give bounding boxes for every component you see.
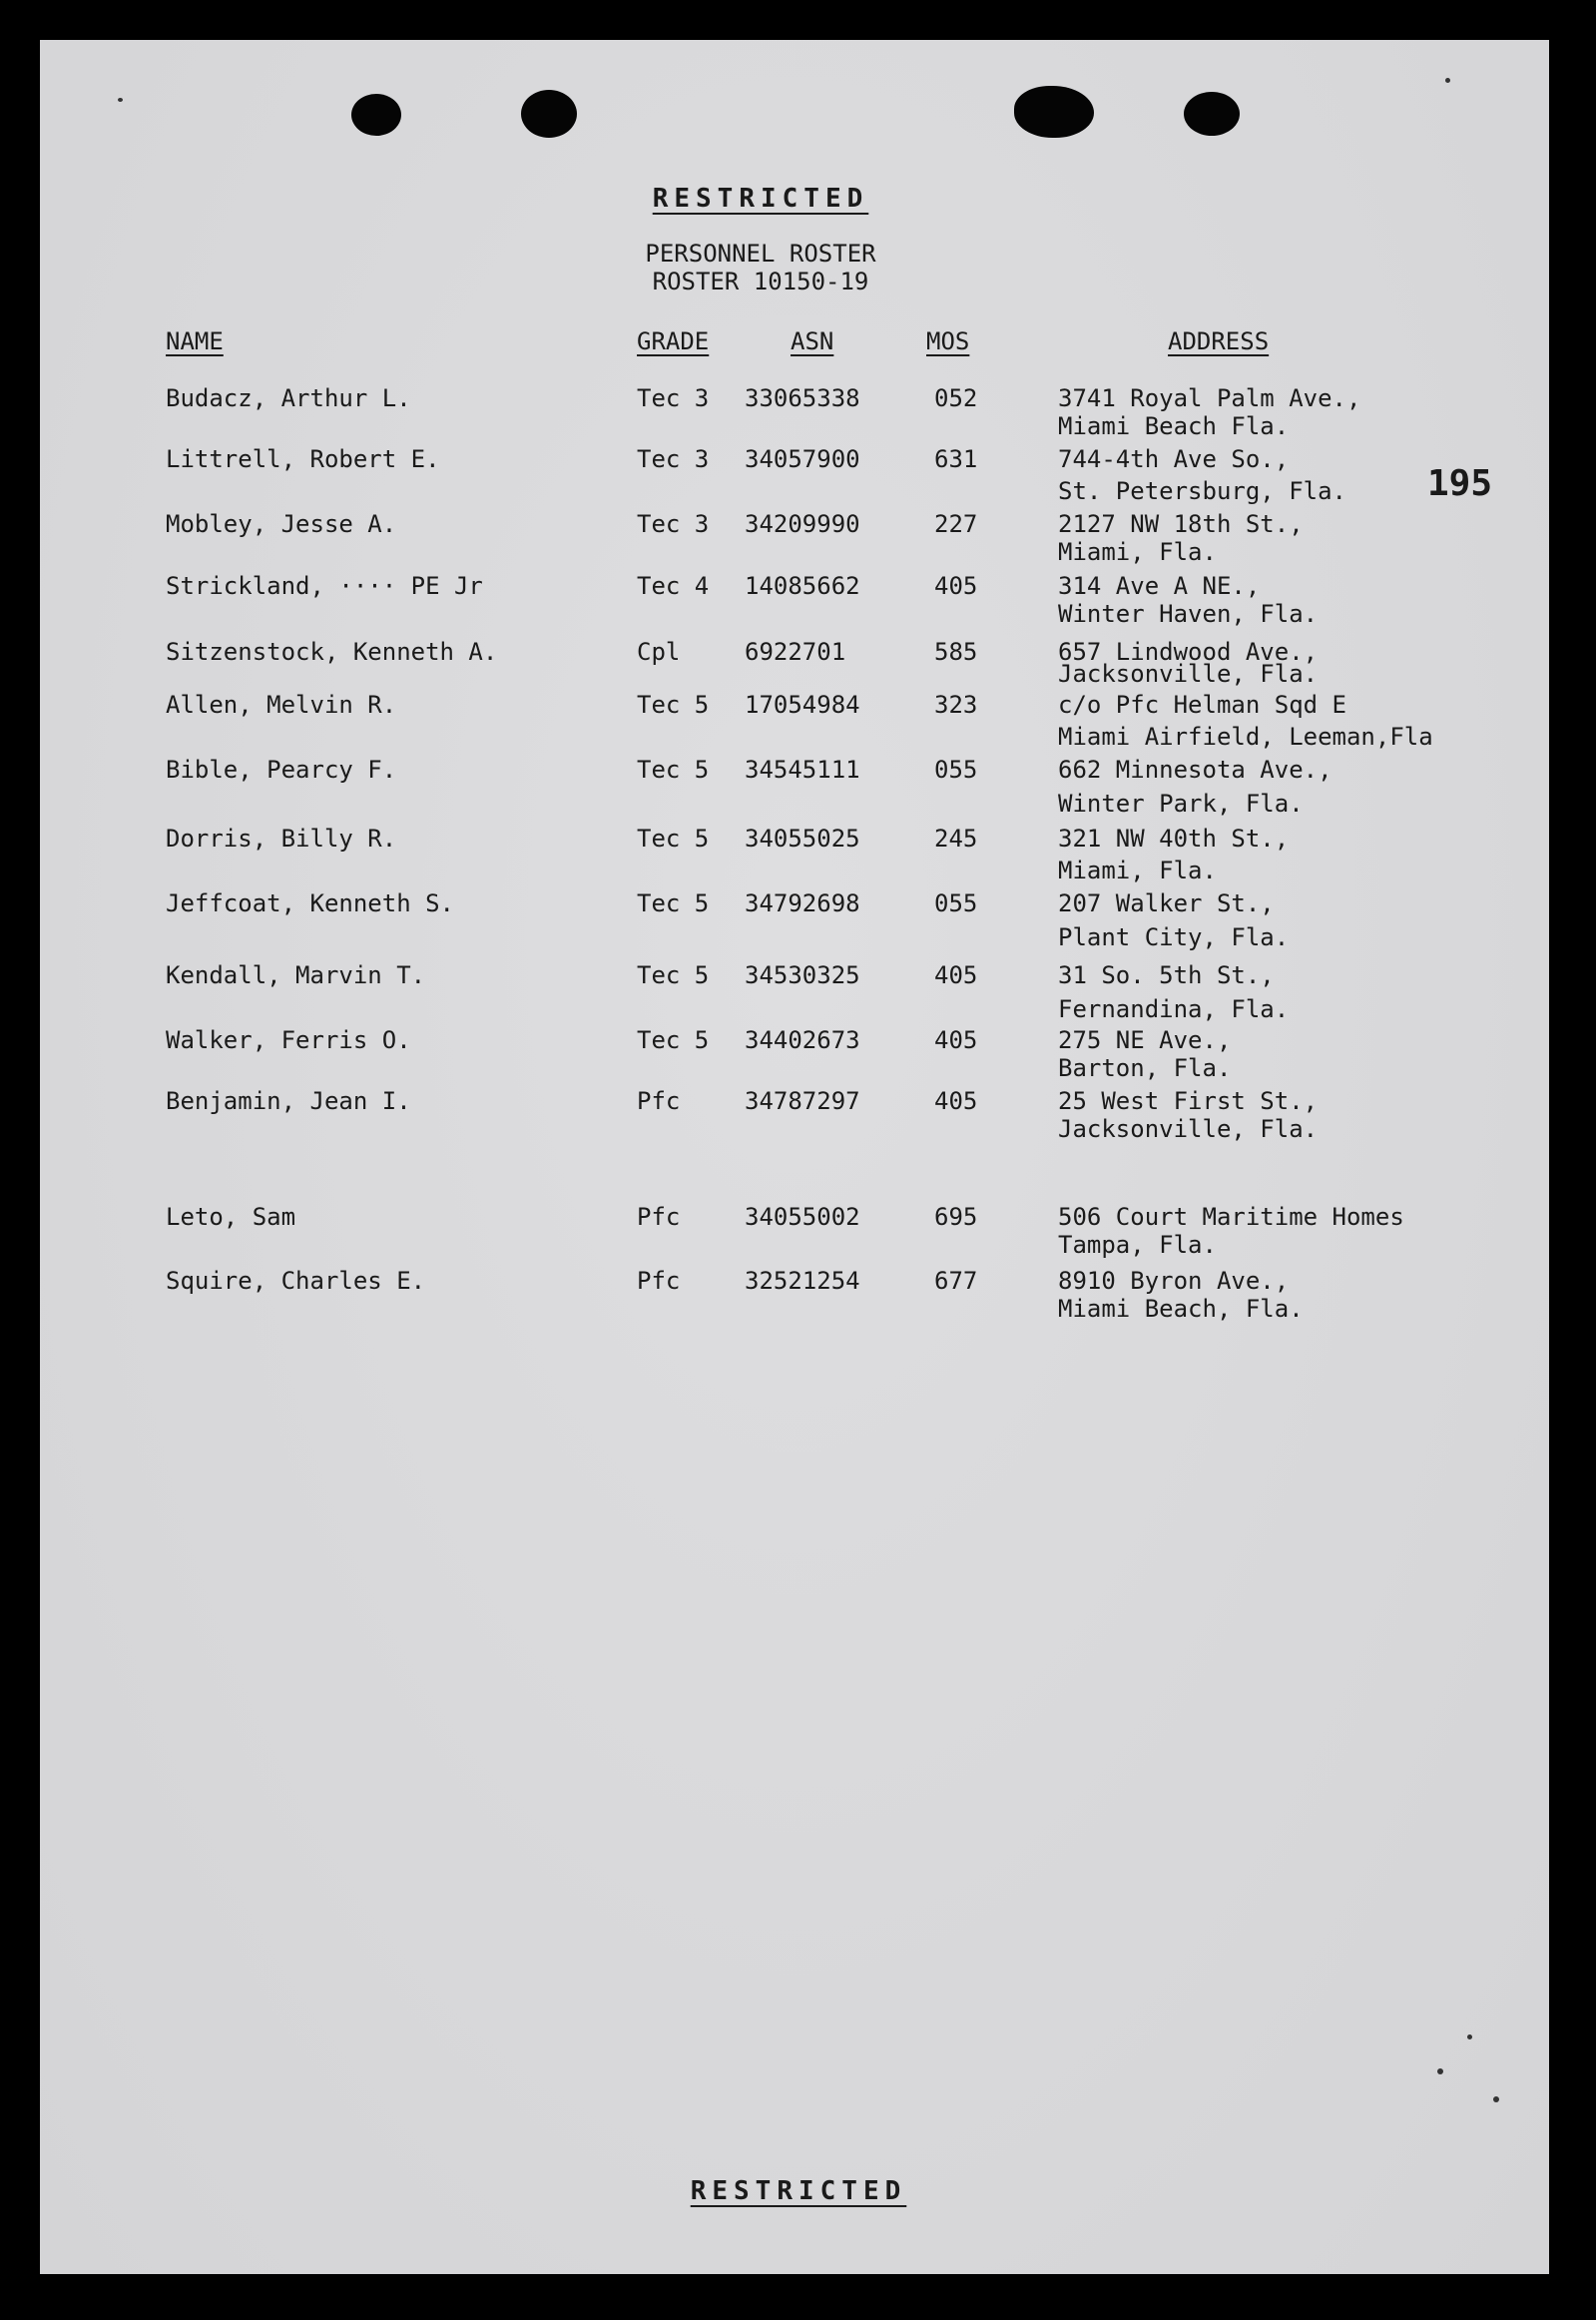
classification-bottom: RESTRICTED <box>690 2176 907 2206</box>
table-row <box>40 571 1549 631</box>
row-asn: 34545111 <box>745 756 860 784</box>
row-name: Allen, Melvin R. <box>166 691 397 719</box>
row-grade: Tec 5 <box>637 1026 710 1054</box>
row-asn: 34792698 <box>745 889 860 917</box>
row-grade: Tec 4 <box>637 572 710 600</box>
row-name: Littrell, Robert E. <box>166 445 440 473</box>
column-header-mos: MOS <box>926 327 970 355</box>
row-name: Leto, Sam <box>166 1203 296 1231</box>
row-address-line1: 207 Walker St., <box>1058 889 1275 917</box>
row-asn: 34055025 <box>745 825 860 853</box>
column-header-asn: ASN <box>791 327 834 355</box>
row-address-line1: 506 Court Maritime Homes <box>1058 1203 1404 1231</box>
paper-speck <box>1437 2068 1443 2074</box>
row-asn: 17054984 <box>745 691 860 719</box>
row-grade: Pfc <box>637 1087 681 1115</box>
row-grade: Cpl <box>637 638 681 666</box>
row-address-line2: Miami Beach Fla. <box>1058 412 1290 440</box>
row-address-line1: 8910 Byron Ave., <box>1058 1267 1290 1295</box>
row-mos: 695 <box>934 1203 978 1231</box>
row-address-line1: 2127 NW 18th St., <box>1058 510 1304 538</box>
row-mos: 585 <box>934 638 978 666</box>
row-address-line1: 744-4th Ave So., <box>1058 445 1290 473</box>
punch-hole <box>521 90 577 138</box>
row-address-line2: Barton, Fla. <box>1058 1054 1232 1082</box>
row-name: Benjamin, Jean I. <box>166 1087 411 1115</box>
row-mos: 245 <box>934 825 978 853</box>
row-asn: 34209990 <box>745 510 860 538</box>
row-mos: 055 <box>934 756 978 784</box>
table-row <box>40 755 1549 818</box>
punch-hole <box>351 94 401 136</box>
punch-hole <box>1184 92 1240 136</box>
row-grade: Tec 5 <box>637 691 710 719</box>
row-name: Bible, Pearcy F. <box>166 756 397 784</box>
punch-hole <box>1014 86 1094 138</box>
row-address-line2: Winter Park, Fla. <box>1058 790 1304 818</box>
row-address-line2: Miami, Fla. <box>1058 538 1217 566</box>
row-address-line2: Jacksonville, Fla. <box>1058 1115 1319 1143</box>
row-address-line2: Fernandina, Fla. <box>1058 995 1290 1023</box>
row-name: Walker, Ferris O. <box>166 1026 411 1054</box>
row-name: Budacz, Arthur L. <box>166 384 411 412</box>
row-mos: 405 <box>934 572 978 600</box>
row-asn: 34402673 <box>745 1026 860 1054</box>
paper-speck <box>118 98 123 102</box>
table-row <box>40 509 1549 569</box>
row-address-line1: 275 NE Ave., <box>1058 1026 1232 1054</box>
paper-speck <box>1467 2034 1472 2039</box>
row-asn: 32521254 <box>745 1267 860 1295</box>
table-row <box>40 383 1549 443</box>
table-row <box>40 1086 1549 1146</box>
column-header-name: NAME <box>166 327 224 355</box>
table-row <box>40 888 1549 951</box>
row-mos: 323 <box>934 691 978 719</box>
row-asn: 6922701 <box>745 638 846 666</box>
row-grade: Pfc <box>637 1203 681 1231</box>
row-address-line2: Tampa, Fla. <box>1058 1231 1217 1259</box>
row-grade: Tec 5 <box>637 961 710 989</box>
row-asn: 34787297 <box>745 1087 860 1115</box>
row-mos: 631 <box>934 445 978 473</box>
table-row-faded <box>40 1144 1549 1204</box>
table-row <box>40 1266 1549 1326</box>
row-grade: Tec 5 <box>637 756 710 784</box>
row-address-line2: Winter Haven, Fla. <box>1058 600 1319 628</box>
row-address-line1: c/o Pfc Helman Sqd E <box>1058 691 1346 719</box>
row-name: Jeffcoat, Kenneth S. <box>166 889 454 917</box>
table-row <box>40 690 1549 750</box>
paper-speck <box>1445 78 1450 83</box>
row-name: Squire, Charles E. <box>166 1267 426 1295</box>
row-address-line2: Miami Beach, Fla. <box>1058 1295 1304 1323</box>
row-name: Strickland, ···· PE Jr <box>166 572 483 600</box>
row-address-line1: 662 Minnesota Ave., <box>1058 756 1332 784</box>
row-address-line1: 31 So. 5th St., <box>1058 961 1275 989</box>
column-header-grade: GRADE <box>637 327 710 355</box>
table-row <box>40 637 1549 697</box>
row-asn: 34057900 <box>745 445 860 473</box>
row-mos: 677 <box>934 1267 978 1295</box>
row-name: Sitzenstock, Kenneth A. <box>166 638 498 666</box>
column-header-address: ADDRESS <box>1168 327 1270 355</box>
row-grade: Tec 3 <box>637 384 710 412</box>
row-address-line2: St. Petersburg, Fla. <box>1058 477 1346 505</box>
table-row <box>40 824 1549 883</box>
row-mos: 405 <box>934 961 978 989</box>
row-asn: 33065338 <box>745 384 860 412</box>
row-mos: 052 <box>934 384 978 412</box>
row-grade: Pfc <box>637 1267 681 1295</box>
row-name: Kendall, Marvin T. <box>166 961 426 989</box>
row-mos: 055 <box>934 889 978 917</box>
roster-title: PERSONNEL ROSTER <box>645 240 876 268</box>
row-grade: Tec 3 <box>637 510 710 538</box>
row-address-line1: 3741 Royal Palm Ave., <box>1058 384 1361 412</box>
row-asn: 34530325 <box>745 961 860 989</box>
row-address-line2: Miami, Fla. <box>1058 857 1217 884</box>
table-row <box>40 1025 1549 1085</box>
table-row <box>40 444 1549 504</box>
row-grade: Tec 3 <box>637 445 710 473</box>
row-address-line1: 657 Lindwood Ave., <box>1058 638 1319 666</box>
table-row <box>40 960 1549 1023</box>
row-grade: Tec 5 <box>637 889 710 917</box>
row-name: Mobley, Jesse A. <box>166 510 397 538</box>
row-address-line1: 314 Ave A NE., <box>1058 572 1261 600</box>
row-address-line1: 321 NW 40th St., <box>1058 825 1290 853</box>
row-address-line1: 25 West First St., <box>1058 1087 1319 1115</box>
row-mos: 227 <box>934 510 978 538</box>
row-name: Dorris, Billy R. <box>166 825 397 853</box>
row-asn: 14085662 <box>745 572 860 600</box>
roster-number: ROSTER 10150-19 <box>652 268 869 295</box>
row-address-line2: Plant City, Fla. <box>1058 923 1290 951</box>
row-mos: 405 <box>934 1026 978 1054</box>
row-address-line2: Jacksonville, Fla. <box>1058 660 1319 688</box>
row-mos: 405 <box>934 1087 978 1115</box>
row-grade: Tec 5 <box>637 825 710 853</box>
page-number: 195 <box>1427 463 1493 504</box>
row-asn: 34055002 <box>745 1203 860 1231</box>
document-page <box>40 40 1549 2274</box>
row-address-line2: Miami Airfield, Leeman,Fla <box>1058 723 1433 751</box>
table-row <box>40 1202 1549 1262</box>
classification-top: RESTRICTED <box>652 184 869 214</box>
paper-speck <box>1493 2096 1499 2102</box>
